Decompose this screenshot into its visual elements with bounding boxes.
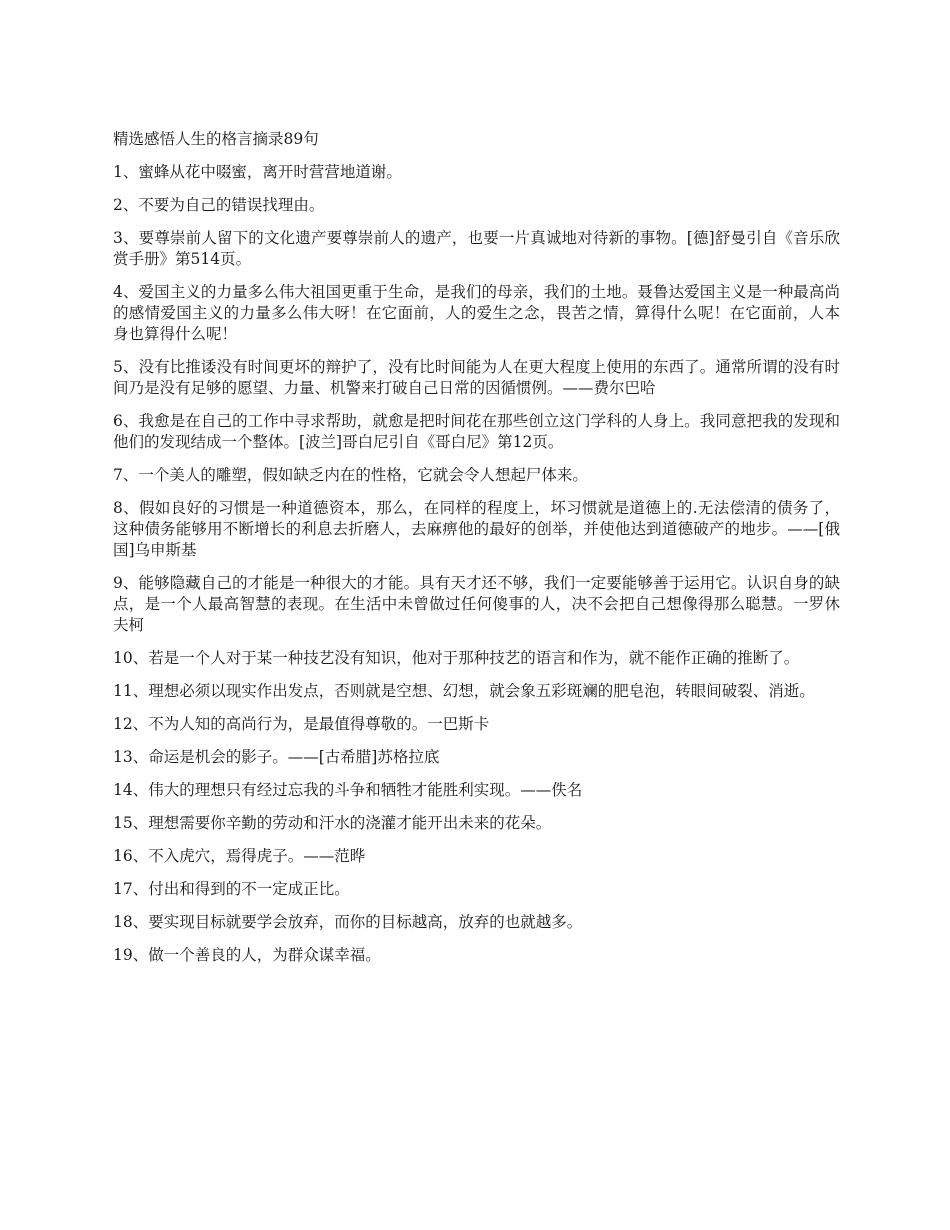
quote-paragraph-4: 4、爱国主义的力量多么伟大祖国更重于生命，是我们的母亲，我们的土地。聂鲁达爱国主义是一种最高尚的感情爱国主义的力量多么伟大呀！在它面前，人的爱生之念，畏苦之情，算得什么呢！在它面前，人本身也算得什么呢！ — [113, 283, 840, 343]
quote-paragraph-18: 18、要实现目标就要学会放弃，而你的目标越高，放弃的也就越多。 — [113, 913, 583, 931]
document-body — [113, 129, 840, 978]
quote-paragraph-5: 5、没有比推诿没有时间更坏的辩护了，没有比时间能为人在更大程度上使用的东西了。通常所谓的没有时间乃是没有足够的愿望、力量、机警来打破自己日常的因循惯例。——费尔巴哈 — [113, 358, 840, 397]
quote-paragraph-14: 14、伟大的理想只有经过忘我的斗争和牺牲才能胜利实现。——佚名 — [113, 781, 583, 799]
quote-paragraph-16: 16、不入虎穴，焉得虎子。——范晔 — [113, 847, 366, 865]
quote-paragraph-7: 7、一个美人的雕塑，假如缺乏内在的性格，它就会令人想起尸体来。 — [113, 466, 588, 484]
document-title: 精选感悟人生的格言摘录89句 — [113, 130, 319, 148]
quote-paragraph-15: 15、理想需要你辛勤的劳动和汗水的浇灌才能开出未来的花朵。 — [113, 814, 552, 832]
quote-paragraph-10: 10、若是一个人对于某一种技艺没有知识，他对于那种技艺的语言和作为，就不能作正确的推断了。 — [113, 649, 800, 667]
quote-paragraph-2: 2、不要为自己的错误找理由。 — [113, 196, 325, 214]
quote-paragraph-19: 19、做一个善良的人，为群众谋幸福。 — [113, 946, 381, 964]
quote-paragraph-12: 12、不为人知的高尚行为，是最值得尊敬的。一巴斯卡 — [113, 715, 490, 733]
quote-paragraph-11: 11、理想必须以现实作出发点，否则就是空想、幻想，就会象五彩斑斓的肥皂泡，转眼间破裂、消逝。 — [113, 682, 815, 700]
quote-paragraph-6: 6、我愈是在自己的工作中寻求帮助，就愈是把时间花在那些创立这门学科的人身上。我同意把我的发现和他们的发现结成一个整体。[波兰]哥白尼引自《哥白尼》第12页。 — [113, 412, 840, 451]
quote-paragraph-13: 13、命运是机会的影子。——[古希腊]苏格拉底 — [113, 748, 440, 766]
quote-paragraph-17: 17、付出和得到的不一定成正比。 — [113, 880, 350, 898]
quote-paragraph-9: 9、能够隐藏自己的才能是一种很大的才能。具有天才还不够，我们一定要能够善于运用它。认识自身的缺点，是一个人最高智慧的表现。在生活中未曾做过任何傻事的人，决不会把自己想像得那么聪慧。一罗休夫柯 — [113, 574, 840, 634]
quote-paragraph-1: 1、蜜蜂从花中啜蜜，离开时营营地道谢。 — [113, 163, 402, 181]
quote-paragraph-3: 3、要尊崇前人留下的文化遗产要尊崇前人的遗产，也要一片真诚地对待新的事物。[德]舒曼引自《音乐欣赏手册》第514页。 — [113, 229, 840, 268]
quote-paragraph-8: 8、假如良好的习惯是一种道德资本，那么，在同样的程度上，坏习惯就是道德上的.无法偿清的债务了，这种债务能够用不断增长的利息去折磨人，去麻痹他的最好的创举，并使他达到道德破产的地步。——[俄国]乌申斯基 — [113, 499, 840, 559]
